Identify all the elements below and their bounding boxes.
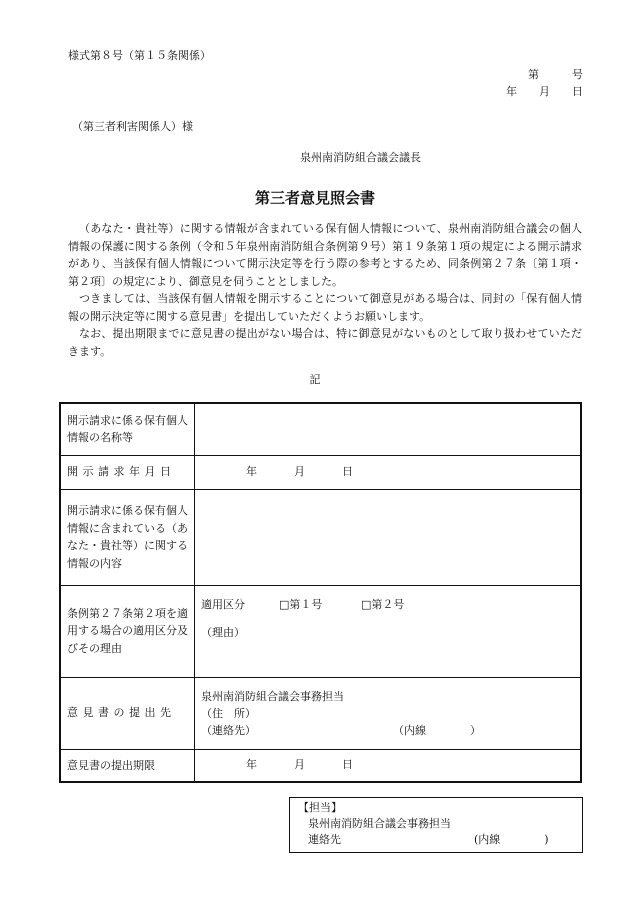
paragraph: つきましては、当該保有個人情報を開示することについて御意見がある場合は、同封の「保有個人情報の開示決定等に関する意見書」を提出していただくようお願いします。 [68, 292, 582, 323]
paragraph: なお、提出期限までに意見書の提出がない場合は、特に御意見がないものとして取り扱わせていただきます。 [68, 327, 582, 358]
info-content-field[interactable] [195, 489, 582, 585]
option-1-checkbox[interactable]: □第１号 [279, 597, 323, 611]
addressee: （第三者利害関係人）様 [72, 120, 193, 133]
day-label: 日 [342, 758, 353, 772]
submit-to-office: 泉州南消防組合議会事務担当 [201, 689, 344, 703]
submit-to-field [195, 677, 582, 749]
row-label-category: 条例第２７条第２項を適用する場合の適用区分及びその理由 [60, 585, 195, 677]
document-date: 年 月 日 [506, 85, 583, 98]
row-label-submit-to [60, 677, 195, 749]
body-text [68, 220, 582, 360]
contact-department: 泉州南消防組合議会事務担当 [308, 817, 451, 830]
category-label: 適用区分 [201, 597, 245, 611]
year-label: 年 [246, 465, 257, 478]
request-date-label [67, 463, 188, 481]
row-label-info-content: 開示請求に係る保有個人情報に含まれている（あなた・貴社等）に関する情報の内容 [60, 489, 195, 585]
table-row [60, 403, 581, 455]
table-row [60, 677, 581, 749]
year-label: 年 [246, 758, 257, 772]
deadline-field[interactable] [195, 749, 582, 782]
info-table [59, 402, 582, 783]
category-field [195, 585, 582, 677]
month-label: 月 [294, 465, 305, 478]
submit-to-label-text: 意見書の提出先 [67, 706, 176, 720]
table-row [60, 489, 581, 585]
info-name-field[interactable] [195, 403, 582, 455]
month-label: 月 [294, 758, 305, 772]
submit-to-contact: （連絡先） [201, 723, 256, 737]
row-label-request-date [60, 455, 195, 489]
form-number: 様式第８号（第１５条関係） [68, 49, 211, 62]
row-label-info-name: 開示請求に係る保有個人情報の名称等 [60, 403, 195, 455]
request-date-label-text: 開示請求年月日 [67, 465, 176, 479]
submit-to-address: （住 所） [201, 706, 256, 720]
contact-box [289, 797, 583, 853]
page-title: 第三者意見照会書 [254, 189, 375, 207]
option-2-checkbox[interactable]: □第２号 [361, 597, 405, 611]
contact-extension: (内線 ) [474, 833, 549, 846]
paragraph: （あなた・貴社等）に関する情報が含まれている保有個人情報について、泉州南消防組合議会の個人情報の保護に関する条例（令和５年泉州南消防組合条例第９号）第１９条第１項の規定による開示請求があり、当該保有個人情報について開示決定等を行う際の参考とするため、同条例第２７条〔第１項・第２項〕の規定により、御意見を伺うこととしました。 [68, 222, 582, 288]
request-date-field[interactable] [195, 455, 582, 489]
reason-label: （理由） [201, 625, 245, 639]
ki-marker: 記 [309, 373, 321, 386]
submit-to-extension: （内線 ） [393, 723, 481, 737]
table-row [60, 455, 581, 489]
day-label: 日 [342, 465, 353, 478]
contact-heading: 【担当】 [298, 801, 342, 814]
contact-label: 連絡先 [308, 833, 341, 846]
document-number: 第 号 [528, 68, 583, 81]
row-label-deadline: 意見書の提出期限 [60, 749, 195, 782]
sender: 泉州南消防組合議会議長 [300, 151, 421, 164]
table-row [60, 585, 581, 677]
table-row [60, 749, 581, 782]
